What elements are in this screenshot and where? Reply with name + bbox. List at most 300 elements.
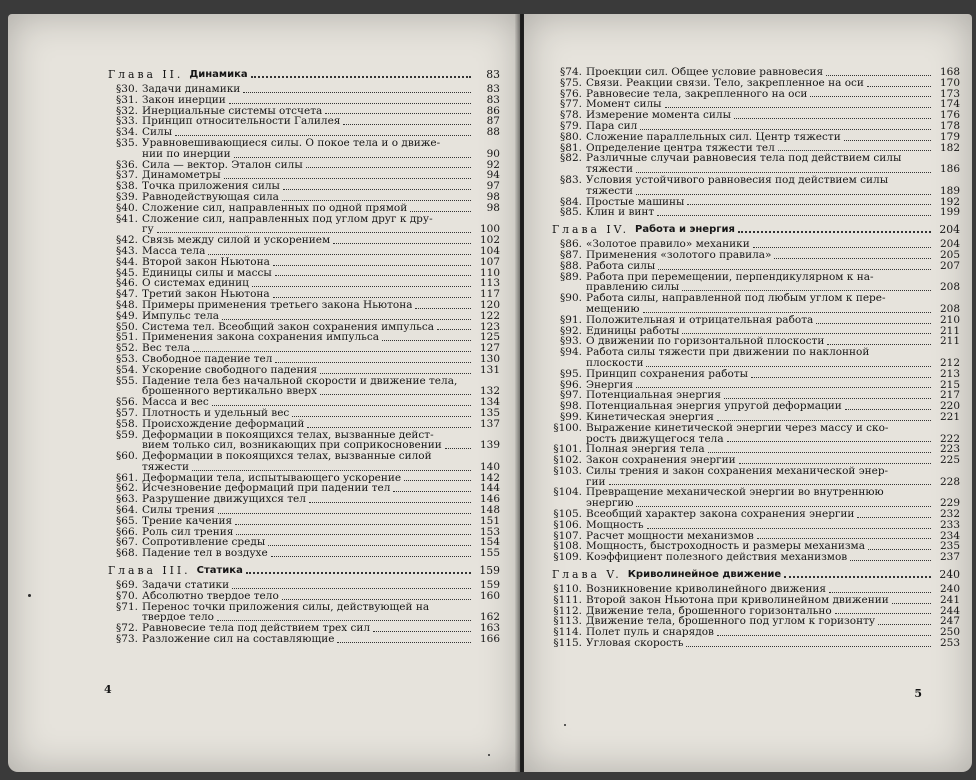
section-number: §58. [116,417,138,430]
dot-leader [252,285,471,287]
dot-leader [222,318,471,320]
section-number: §69. [116,579,138,592]
section-number: §77. [560,98,582,111]
dot-leader [333,242,471,244]
toc-entry [552,455,960,466]
page-ref: 120 [479,298,500,311]
section-number: §81. [560,141,582,154]
toc-entry [108,430,500,441]
section-title: Система тел. Всеобщий закон сохранения импульса [142,321,434,333]
toc-entry [108,84,500,95]
dot-leader [727,440,931,442]
toc-entry [108,278,500,289]
section-title: Ускорение свободного падения [142,364,318,376]
table-of-contents-right [552,67,960,649]
page-ref: 237 [939,551,960,564]
section-number: §57. [116,406,138,419]
page-ref: 232 [939,508,960,521]
dot-leader [273,296,471,298]
page-ref: 233 [939,518,960,531]
dot-leader [827,343,931,345]
section-number: §106. [553,518,582,531]
section-number: §91. [560,313,582,326]
page-ref: 98 [486,190,500,203]
page-ref: 113 [479,277,500,290]
section-number: §39. [116,190,138,203]
page-ref: 127 [479,342,500,355]
page-ref: 86 [486,104,500,117]
section-title: Импульс тела [142,310,220,322]
section-title: Закон сохранения энергии [586,455,736,466]
chapter-label: Глава III. [108,564,191,578]
page-ref: 221 [939,410,960,423]
section-title: Энергия [586,379,634,391]
dot-leader [436,221,471,222]
dot-leader [320,372,471,374]
section-title: Силы трения [142,505,215,516]
dot-leader [273,264,471,266]
dot-leader [217,619,471,621]
section-number: §56. [116,396,138,409]
toc-entry [552,606,960,617]
section-number: §42. [116,234,138,247]
toc-entry [108,537,500,548]
dot-leader [717,634,931,636]
toc-entry [552,272,960,283]
section-number: §46. [116,277,138,290]
toc-entry [552,627,960,638]
dot-leader [157,231,471,233]
page-ref: 208 [939,281,960,294]
dot-leader [243,91,471,93]
section-title: Определение центра тяжести тел [586,142,775,154]
section-title: Применения закона сохранения импульса [142,332,380,344]
page-ref: 212 [939,356,960,369]
dot-leader [636,505,931,507]
toc-entry [552,110,960,121]
toc-entry [108,181,500,192]
dot-leader [717,419,931,421]
section-title: Коэффициент полезного действия механизмов [586,552,848,564]
section-title: твердое тело [142,612,215,624]
section-title: Простые машины [586,196,685,208]
section-number: §54. [116,363,138,376]
toc-entry [108,408,500,419]
dot-leader [343,123,471,125]
chapter-page: 240 [939,568,960,582]
toc-entry [108,634,500,645]
left-page [8,14,520,772]
page-ref: 192 [939,195,960,208]
section-title: «Золотое правило» механики [586,239,750,250]
section-title: Разрушение движущихся тел [142,494,306,506]
dot-leader [784,575,931,578]
dot-leader [282,598,471,600]
page-ref: 153 [479,525,500,538]
section-title: Полная энергия тела [586,444,705,456]
page-ref: 247 [939,615,960,628]
dot-leader [657,214,931,216]
page-ref: 217 [939,389,960,402]
dot-leader [826,74,931,76]
section-number: §88. [560,259,582,272]
section-number: §103. [553,464,582,477]
dot-leader [235,523,471,525]
section-number: §109. [553,551,582,564]
dot-leader [724,397,931,399]
page-ref: 250 [939,626,960,639]
print-speck [28,594,31,597]
dot-leader [275,274,471,276]
toc-entry [108,397,500,408]
page-ref: 160 [479,589,500,602]
section-title: Полет пуль и снарядов [586,627,714,639]
section-number: §85. [560,206,582,219]
page-ref: 146 [479,493,500,506]
toc-entry [108,116,500,127]
section-title: Единицы силы и массы [142,267,272,279]
table-of-contents-left [108,63,500,645]
chapter-heading [552,224,960,235]
section-title: Роль сил трения [142,526,234,538]
section-number: §49. [116,309,138,322]
section-title: Задачи динамики [142,84,241,95]
page-ref: 176 [939,109,960,122]
page-ref: 154 [479,536,500,549]
section-title: О системах единиц [142,278,249,290]
section-number: §98. [560,400,582,413]
page-ref: 130 [479,352,500,365]
dot-leader [282,199,471,201]
section-title: Уравновешивающиеся силы. О покое тела и о движе- [142,137,441,149]
page-ref: 220 [939,400,960,413]
toc-entry [552,520,960,531]
section-number: §38. [116,180,138,193]
page-number-left: 4 [104,683,112,696]
toc-entry [108,127,500,138]
toc-entry [552,509,960,520]
dot-leader [753,246,931,248]
toc-entry [108,462,500,473]
section-title: Связь между силой и ускорением [142,235,331,246]
toc-entry [552,434,960,445]
page-ref: 163 [479,622,500,635]
dot-leader [739,462,931,464]
page-ref: 122 [479,309,500,322]
section-title: Равнодействующая сила [142,191,279,203]
dot-leader [236,533,471,535]
section-title: Угловая скорость [586,638,684,649]
dot-leader [445,447,471,449]
dot-leader [658,268,931,270]
chapter-title: Динамика [189,69,248,80]
section-number: §83. [560,173,582,186]
page-ref: 208 [939,302,960,315]
page-ref: 142 [479,471,500,484]
section-title: гии [586,476,606,488]
toc-entry [108,224,500,235]
page-ref: 205 [939,248,960,261]
section-title: Положительная и отрицательная работа [586,314,814,326]
toc-entry [108,149,500,160]
section-title: правлению силы [586,282,680,294]
page-ref: 179 [939,130,960,143]
chapter-page: 83 [486,68,500,81]
section-number: §95. [560,367,582,380]
section-title: Принцип сохранения работы [586,368,749,380]
section-number: §47. [116,288,138,301]
chapter-title: Криволинейное движение [627,569,782,581]
page-ref: 170 [939,76,960,89]
toc-entry [108,289,500,300]
toc-entry [108,451,500,462]
dot-leader [337,641,471,643]
page-ref: 102 [479,234,500,247]
toc-entry [108,332,500,343]
section-title: Клин и винт [586,207,655,219]
section-number: §40. [116,201,138,214]
chapter-heading [108,565,500,576]
dot-leader [734,117,931,119]
section-number: §41. [116,212,138,225]
toc-entry [552,552,960,563]
toc-entry [552,584,960,595]
section-title: Силы [142,127,173,138]
section-title: Потенциальная энергия [586,390,722,402]
toc-entry [108,160,500,171]
page-ref: 148 [479,504,500,517]
section-number: §114. [553,626,582,639]
section-number: §110. [553,583,582,596]
dot-leader [889,301,931,302]
section-title: Пара сил [586,120,638,132]
page-ref: 125 [479,331,500,344]
dot-leader [891,474,931,475]
section-number: §68. [116,547,138,560]
section-title: Разложение сил на составляющие [142,634,335,645]
section-number: §112. [553,604,582,617]
page-ref: 186 [939,163,960,176]
section-title: Второй закон Ньютона при криволинейном движении [586,594,889,606]
section-title: Задачи статики [142,580,230,591]
section-number: §60. [116,450,138,463]
dot-leader [309,501,471,503]
dot-leader [636,171,931,173]
toc-entry [108,354,500,365]
page-ref: 83 [486,83,500,95]
section-number: §73. [116,633,138,646]
dot-leader [687,203,931,205]
section-number: §99. [560,410,582,423]
dot-leader [665,106,931,108]
section-title: брошенного вертикально вверх [142,386,318,398]
page-ref: 207 [939,259,960,272]
section-title: Падение тела без начальной скорости и движение тела, [142,375,458,387]
toc-entry [108,311,500,322]
toc-entry [108,203,500,214]
dot-leader [307,426,471,428]
section-number: §97. [560,389,582,402]
page-ref: 117 [479,288,500,301]
toc-entry [108,473,500,484]
section-number: §48. [116,298,138,311]
toc-entry [552,616,960,627]
toc-entry [552,293,960,304]
toc-entry [108,591,500,602]
dot-leader [829,591,931,593]
dot-leader [904,161,931,162]
section-title: Движение тела, брошенного горизонтально [586,605,832,617]
section-title: Всеобщий характер закона сохранения энергии [586,509,855,520]
page-ref: 155 [479,547,500,560]
toc-entry [108,612,500,623]
toc-entry [552,315,960,326]
section-number: §93. [560,335,582,348]
dot-leader [682,332,931,334]
toc-entry [552,347,960,358]
section-number: §72. [116,622,138,635]
section-title: тяжести [586,185,633,197]
page-ref: 144 [479,482,500,495]
dot-leader [872,355,931,356]
section-title: Кинетическая энергия [586,411,714,423]
page-ref: 83 [486,93,500,106]
page-ref: 131 [479,363,500,376]
page-ref: 253 [939,637,960,650]
toc-entry [108,580,500,591]
section-title: Деформации тела, испытывающего ускорение [142,472,402,484]
toc-entry [552,304,960,315]
toc-entry [108,268,500,279]
toc-entry [552,531,960,542]
dot-leader [435,459,471,460]
dot-leader [382,339,471,341]
section-title: Масса тела [142,245,206,257]
toc-entry [552,250,960,261]
section-title: Исчезновение деформаций при падении тел [142,483,391,495]
toc-entry [552,595,960,606]
toc-entry [108,235,500,246]
dot-leader [373,630,471,632]
dot-leader [283,188,471,190]
toc-entry [552,207,960,218]
section-title: Движение тела, брошенного под углом к горизонту [586,616,876,628]
dot-leader [232,587,471,589]
dot-leader [636,386,931,388]
dot-leader [774,257,931,259]
page-ref: 211 [939,324,960,337]
dot-leader [686,645,931,647]
chapter-title: Статика [196,565,243,577]
section-title: Работа силы [586,260,656,272]
section-title: Деформации в покоящихся телах, вызванные силой [142,451,432,462]
section-number: §65. [116,514,138,527]
section-number: §90. [560,292,582,305]
page-ref: 225 [939,454,960,467]
toc-entry [108,516,500,527]
dot-leader [275,361,471,363]
toc-entry [552,423,960,434]
toc-entry [108,246,500,257]
section-title: Связи. Реакции связи. Тело, закрепленное на оси [586,77,864,89]
section-number: §30. [116,83,138,95]
dot-leader [432,609,471,610]
toc-entry [108,602,500,613]
section-title: Деформации в покоящихся телах, вызванные дейст- [142,429,434,441]
toc-entry [552,487,960,498]
section-title: Закон инерции [142,94,226,106]
section-number: §78. [560,109,582,122]
dot-leader [218,512,471,514]
section-title: Сила — вектор. Эталон силы [142,159,303,171]
section-number: §51. [116,331,138,344]
section-number: §70. [116,589,138,602]
page-ref: 98 [486,201,500,214]
toc-entry [108,343,500,354]
page-ref: 132 [479,385,500,398]
page-ref: 139 [479,439,500,452]
toc-entry [552,401,960,412]
section-title: Работа при перемещении, перпендикулярном к на- [586,271,874,283]
section-title: Равновесие тела, закрепленного на оси [586,88,808,100]
section-number: §36. [116,158,138,171]
section-title: Третий закон Ньютона [142,289,270,300]
section-title: Динамометры [142,170,221,182]
toc-entry [108,365,500,376]
section-title: Условия устойчивого равновесия под действием силы [586,174,889,186]
dot-leader [891,183,931,184]
dot-leader [292,415,471,417]
dot-leader [609,483,932,485]
section-title: Плотность и удельный вес [142,407,290,419]
toc-entry [552,143,960,154]
page-ref: 166 [479,633,500,646]
section-title: Работа силы тяжести при движении по наклонной [586,347,870,358]
toc-entry [108,95,500,106]
dot-leader [415,307,471,309]
chapter-title: Работа и энергия [635,224,735,236]
page-ref: 140 [479,460,500,473]
section-title: Происхождение деформаций [142,418,305,430]
toc-entry [552,336,960,347]
dot-leader [647,527,931,529]
toc-entry [108,376,500,387]
section-title: Проекции сил. Общее условие равновесия [586,67,824,78]
page-ref: 107 [479,255,500,268]
page-ref: 211 [939,335,960,348]
section-title: Силы трения и закон сохранения механической энер- [586,465,889,477]
section-number: §66. [116,525,138,538]
section-number: §104. [553,486,582,499]
section-number: §86. [560,238,582,251]
page-ref: 235 [939,540,960,553]
page-ref: 110 [479,266,500,279]
dot-leader [878,623,931,625]
section-number: §108. [553,540,582,553]
section-number: §33. [116,115,138,128]
section-title: вием только сил, возникающих при соприкосновении [142,440,442,452]
section-number: §84. [560,195,582,208]
section-number: §76. [560,87,582,100]
section-title: Работа силы, направленной под любым углом к пере- [586,293,886,304]
dot-leader [268,544,471,546]
toc-entry [552,132,960,143]
page-ref: 229 [939,497,960,510]
section-number: §34. [116,126,138,139]
section-number: §94. [560,346,582,359]
section-number: §67. [116,536,138,549]
dot-leader [208,253,471,255]
